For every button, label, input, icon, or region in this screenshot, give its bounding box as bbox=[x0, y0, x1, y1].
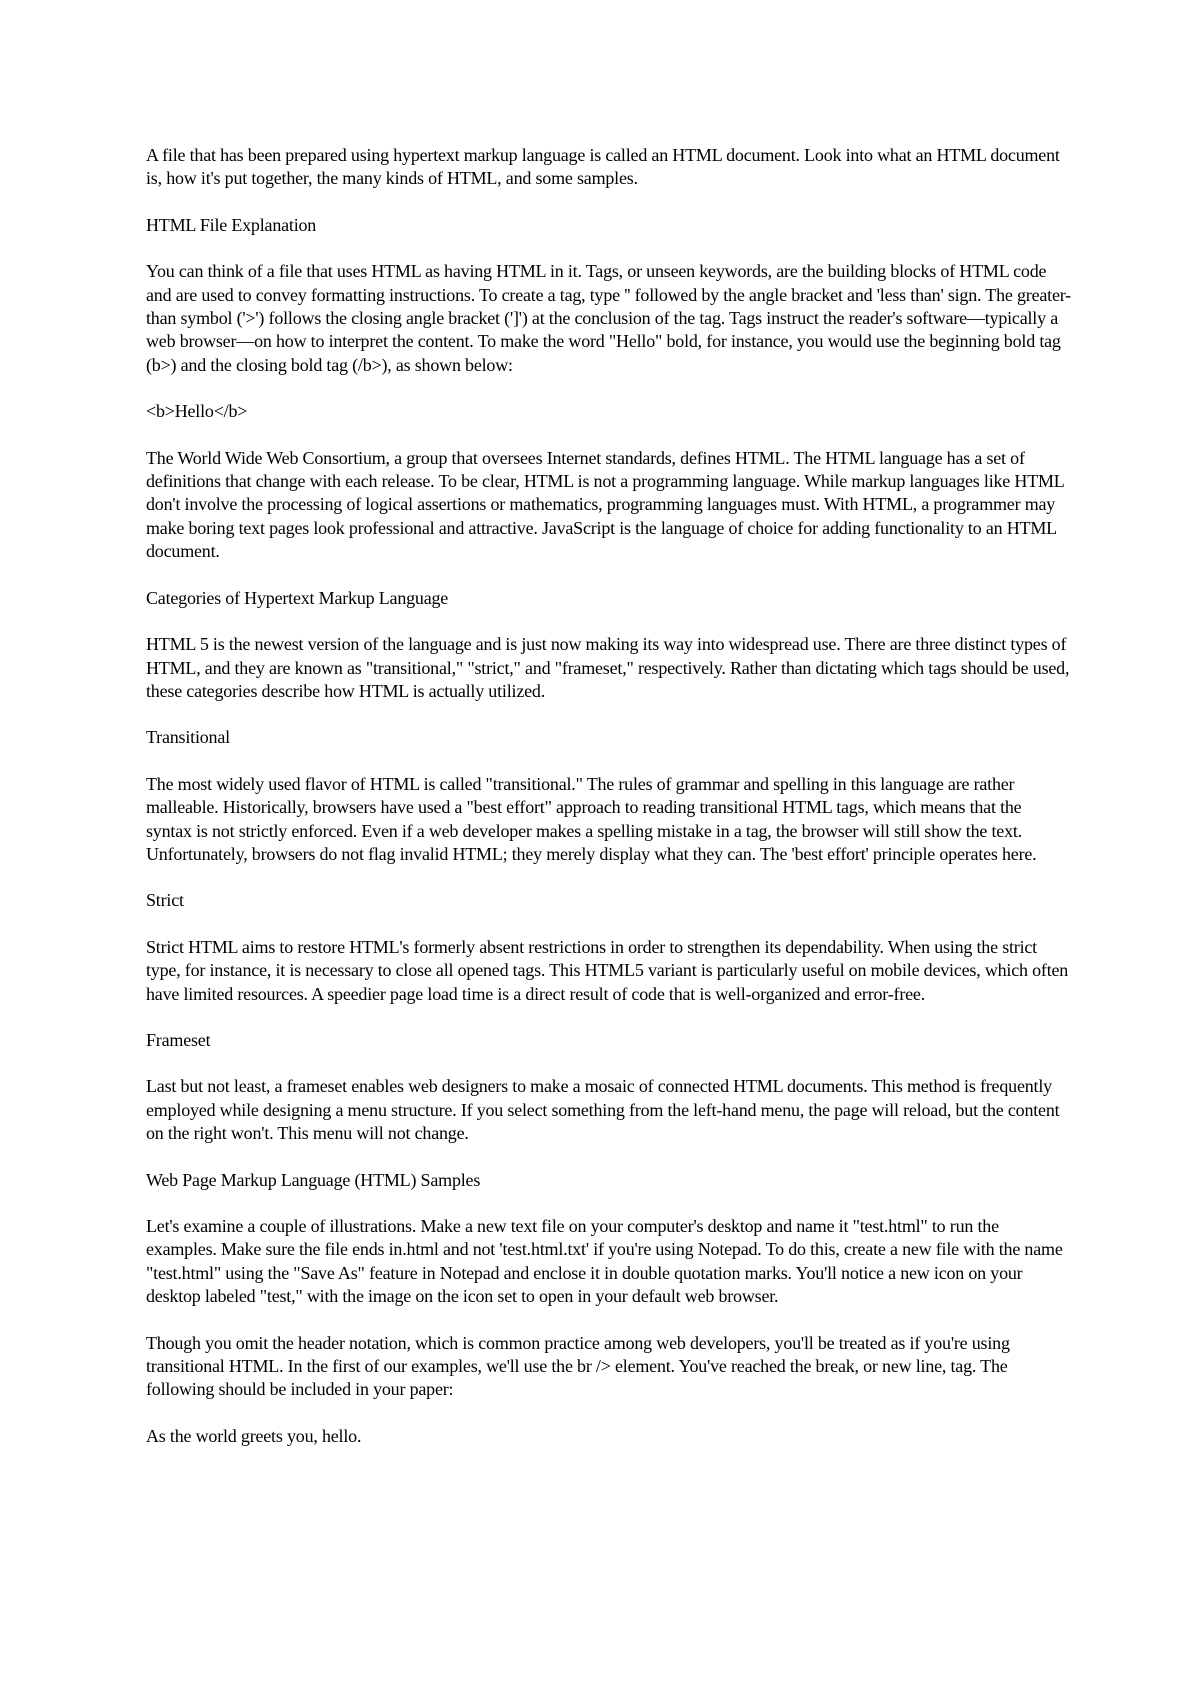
w3c-paragraph: The World Wide Web Consortium, a group that oversees Internet standards, defines HTML. The HTML language has a set of definitions that change with each release. To be clear, HTML is not a programming language. While markup languages like HTML don't involve the processing of logical assertions or mathematics, programming languages must. With HTML, a programmer may make boring text pages look professional and attractive. JavaScript is the language of choice for adding functionality to an HTML document. bbox=[146, 447, 1064, 562]
code-example-bold-hello: <b>Hello</b> bbox=[146, 401, 248, 422]
section-heading-categories: Categories of Hypertext Markup Language bbox=[146, 587, 449, 608]
document-page bbox=[146, 144, 1071, 1471]
html5-types-paragraph: HTML 5 is the newest version of the language and is just now making its way into widespread use. There are three distinct types of HTML, and they are known as "transitional," "strict," and "frameset," respectively. Rather than dictating which tags should be used, these categories describe how HTML is actually utilized. bbox=[146, 634, 1070, 701]
intro-paragraph: A file that has been prepared using hypertext markup language is called an HTML document. Look into what an HTML document is, how it's put together, the many kinds of HTML, and some samples. bbox=[146, 145, 1060, 189]
transitional-br-paragraph: Though you omit the header notation, which is common practice among web developers, you'll be treated as if you're using transitional HTML. In the first of our examples, we'll use the br /> element. You've reached the break, or new line, tag. The following should be included in your paper: bbox=[146, 1332, 1010, 1400]
samples-paragraph: Let's examine a couple of illustrations. Make a new text file on your computer's desktop and name it "test.html" to run the examples. Make sure the file ends in.html and not 'test.html.txt' if you're using Notepad. To do this, create a new file with the name "test.html" using the "Save As" feature in Notepad and enclose it in double quotation marks. You'll notice a new icon on your desktop labeled "test," with the image on the icon set to open in your default web browser. bbox=[146, 1216, 1063, 1307]
tags-explanation-paragraph: You can think of a file that uses HTML as having HTML in it. Tags, or unseen keywords, are the building blocks of HTML code and are used to convey formatting instructions. To create a tag, type '' followed by the angle bracket and 'less than' sign. The greater-than symbol ('>') follows the closing angle bracket (']') at the conclusion of the tag. Tags instruct the reader's software—typically a web browser—on how to interpret the content. To make the word "Hello" bold, for instance, you would use the beginning bold tag (b>) and the closing bold tag (/b>), as shown below: bbox=[146, 261, 1071, 375]
section-heading-transitional: Transitional bbox=[146, 727, 230, 748]
transitional-paragraph: The most widely used flavor of HTML is called "transitional." The rules of grammar and spelling in this language are rather malleable. Historically, browsers have used a "best effort" approach to reading transitional HTML tags, which means that the syntax is not strictly enforced. Even if a web developer makes a spelling mistake in a tag, the browser will still show the text. Unfortunately, browsers do not flag invalid HTML; they merely display what they can. The 'best effort' principle operates here. bbox=[146, 773, 1037, 864]
strict-paragraph: Strict HTML aims to restore HTML's formerly absent restrictions in order to strengthen its dependability. When using the strict type, for instance, it is necessary to close all opened tags. This HTML5 variant is particularly useful on mobile devices, which often have limited resources. A speedier page load time is a direct result of code that is well-organized and error-free. bbox=[146, 936, 1069, 1004]
section-heading-strict: Strict bbox=[146, 890, 184, 911]
frameset-paragraph: Last but not least, a frameset enables web designers to make a mosaic of connected HTML documents. This method is frequently employed while designing a menu structure. If you select something from the left-hand menu, the page will reload, but the content on the right won't. This menu will not change. bbox=[146, 1076, 1060, 1144]
section-heading-frameset: Frameset bbox=[146, 1029, 211, 1050]
hello-world-line: As the world greets you, hello. bbox=[146, 1425, 362, 1446]
section-heading-html-file-explanation: HTML File Explanation bbox=[146, 214, 317, 235]
section-heading-samples: Web Page Markup Language (HTML) Samples bbox=[146, 1169, 481, 1190]
